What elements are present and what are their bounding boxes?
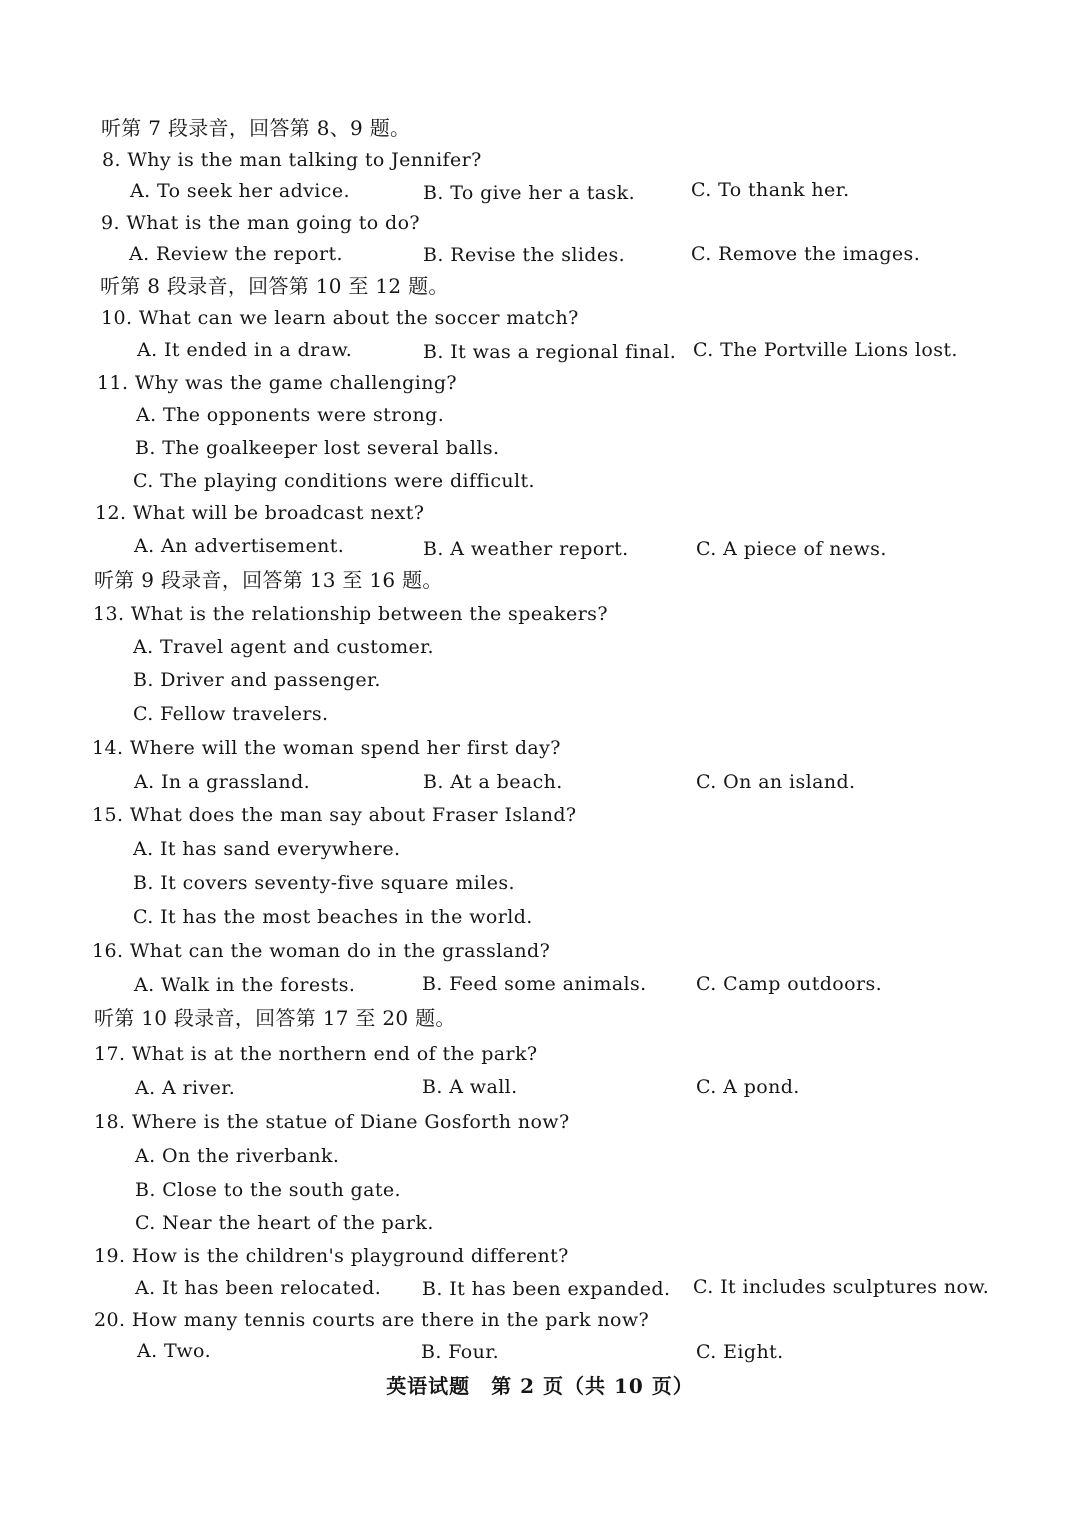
question-18-stem: 18. Where is the statue of Diane Gosforth now? <box>94 1111 570 1133</box>
question-20-option-c: C. Eight. <box>696 1341 784 1363</box>
question-12-option-c: C. A piece of news. <box>696 538 887 560</box>
question-12-option-a: A. An advertisement. <box>134 535 345 557</box>
question-14-option-b: B. At a beach. <box>423 771 563 793</box>
question-12-stem: 12. What will be broadcast next? <box>95 502 425 524</box>
question-18-option-b: B. Close to the south gate. <box>135 1179 401 1201</box>
question-13-option-c: C. Fellow travelers. <box>133 703 329 725</box>
question-9-option-c: C. Remove the images. <box>691 243 921 265</box>
question-10-option-a: A. It ended in a draw. <box>137 339 353 361</box>
question-14-stem: 14. Where will the woman spend her first day? <box>92 737 561 759</box>
question-15-stem: 15. What does the man say about Fraser Island? <box>92 804 577 826</box>
question-20-option-b: B. Four. <box>421 1341 500 1363</box>
question-10-option-c: C. The Portville Lions lost. <box>693 339 958 361</box>
question-13-option-a: A. Travel agent and customer. <box>133 636 434 658</box>
question-15-option-a: A. It has sand everywhere. <box>133 838 401 860</box>
question-10-stem: 10. What can we learn about the soccer match? <box>101 307 579 329</box>
page-footer: 英语试题 第 2 页（共 10 页） <box>386 1374 694 1398</box>
question-17-option-a: A. A river. <box>135 1077 236 1099</box>
question-8-option-b: B. To give her a task. <box>423 182 636 204</box>
question-13-option-b: B. Driver and passenger. <box>133 669 381 691</box>
question-9-option-b: B. Revise the slides. <box>423 244 626 266</box>
section-heading-9: 听第 9 段录音，回答第 13 至 16 题。 <box>94 568 443 592</box>
question-17-option-c: C. A pond. <box>696 1076 800 1098</box>
question-15-option-c: C. It has the most beaches in the world. <box>133 906 533 928</box>
question-8-stem: 8. Why is the man talking to Jennifer? <box>102 149 482 171</box>
question-14-option-a: A. In a grassland. <box>134 771 311 793</box>
question-19-stem: 19. How is the children's playground different? <box>94 1245 569 1267</box>
question-16-option-b: B. Feed some animals. <box>422 973 647 995</box>
question-15-option-b: B. It covers seventy-five square miles. <box>133 872 515 894</box>
question-11-option-a: A. The opponents were strong. <box>136 404 445 426</box>
question-16-option-a: A. Walk in the forests. <box>134 974 356 996</box>
question-14-option-c: C. On an island. <box>696 771 856 793</box>
section-heading-10: 听第 10 段录音，回答第 17 至 20 题。 <box>94 1006 456 1030</box>
question-18-option-a: A. On the riverbank. <box>135 1145 340 1167</box>
question-16-option-c: C. Camp outdoors. <box>696 973 883 995</box>
question-20-stem: 20. How many tennis courts are there in the park now? <box>94 1309 650 1331</box>
question-13-stem: 13. What is the relationship between the speakers? <box>93 603 608 625</box>
question-11-option-b: B. The goalkeeper lost several balls. <box>135 437 500 459</box>
question-11-option-c: C. The playing conditions were difficult. <box>133 470 535 492</box>
question-12-option-b: B. A weather report. <box>423 538 629 560</box>
question-9-option-a: A. Review the report. <box>129 243 343 265</box>
question-17-option-b: B. A wall. <box>422 1076 518 1098</box>
question-8-option-c: C. To thank her. <box>691 179 850 201</box>
question-19-option-c: C. It includes sculptures now. <box>693 1276 990 1298</box>
question-8-option-a: A. To seek her advice. <box>130 180 350 202</box>
question-9-stem: 9. What is the man going to do? <box>101 212 420 234</box>
question-11-stem: 11. Why was the game challenging? <box>97 372 457 394</box>
question-19-option-b: B. It has been expanded. <box>422 1278 671 1300</box>
question-10-option-b: B. It was a regional final. <box>423 341 677 363</box>
question-17-stem: 17. What is at the northern end of the park? <box>94 1043 538 1065</box>
question-16-stem: 16. What can the woman do in the grassland? <box>92 940 551 962</box>
section-heading-8: 听第 8 段录音，回答第 10 至 12 题。 <box>100 274 449 298</box>
question-18-option-c: C. Near the heart of the park. <box>135 1212 434 1234</box>
question-19-option-a: A. It has been relocated. <box>135 1277 382 1299</box>
section-heading-7: 听第 7 段录音，回答第 8、9 题。 <box>101 116 411 140</box>
question-20-option-a: A. Two. <box>137 1340 212 1362</box>
